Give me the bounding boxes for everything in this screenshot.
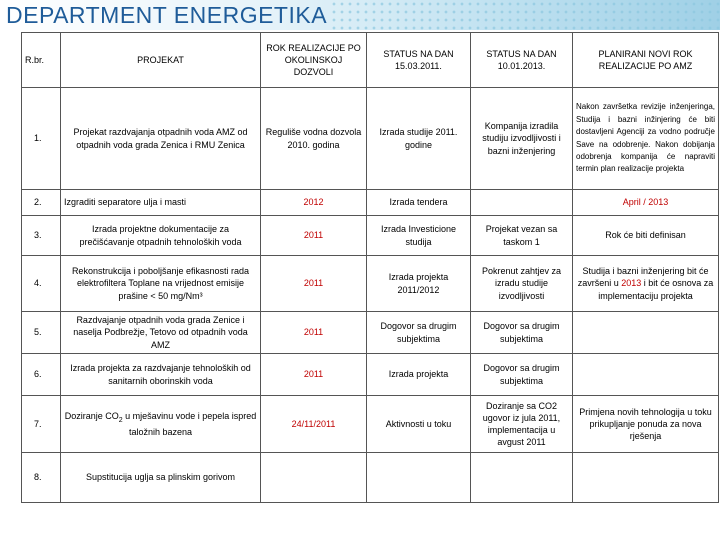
deadline-cell [261,453,367,503]
deadline-cell: 2012 [261,190,367,216]
header-dot-pattern [330,0,720,30]
header-rok: ROK REALIZACIJE PO OKOLINSKOJ DOZVOLI [261,33,367,88]
table-header-row [22,33,719,88]
deadline-cell: 2011 [261,216,367,256]
planned-cell [573,453,719,503]
planned-cell [573,256,719,312]
project-cell: Projekat razdvajanja otpadnih voda AMZ od otpadnih voda grada Zenica i RMU Zenica [61,88,261,190]
project-cell: Rekonstrukcija i poboljšanje efikasnosti rada elektrofiltera Toplane na vrijednost emisije prašine < 50 mg/Nm³ [61,256,261,312]
header-planirani: PLANIRANI NOVI ROK REALIZACIJE PO AMZ [573,33,719,88]
project-cell [61,396,261,453]
status-2011-cell: Izrada Investicione studija [367,216,471,256]
planned-cell: April / 2013 [573,190,719,216]
header-rbr: R.br. [22,33,61,88]
status-2011-cell: Izrada projekta 2011/2012 [367,256,471,312]
table-row [22,312,719,354]
status-2013-cell: Doziranje sa CO2 ugovor iz jula 2011, implementacija u avgust 2011 [471,396,573,453]
row-number: 3. [22,216,61,256]
status-2013-cell [471,453,573,503]
planned-year: 2013 [621,278,642,289]
table-row [22,256,719,312]
project-text-subscript: 2 [118,417,123,425]
deadline-cell: 2011 [261,312,367,354]
page-title: DEPARTMENT ENERGETIKA [6,2,328,28]
planned-cell [573,354,719,396]
project-text-post: u mješavinu vode i pepela ispred taložnih bazena [122,411,257,437]
project-text-pre: Doziranje CO [64,411,119,422]
planned-text-post: i bit će osnova za implementaciju projekta [598,278,714,301]
planned-cell: Nakon završetka revizije inženjeringa, Studija i bazni inžinjering će biti dostavljeni Agenciji za vodno područje Save na odobrenje. Nakon dobijanja odobrenja kompanija će napraviti termin plan realizacije projekta [573,88,719,190]
status-2013-cell: Dogovor sa drugim subjektima [471,354,573,396]
deadline-cell: Reguliše vodna dozvola 2010. godina [261,88,367,190]
planned-text-pre: Studija i bazni inženjering bit će završeni u [577,266,709,289]
project-cell: Supstitucija uglja sa plinskim gorivom [61,453,261,503]
table-row [22,354,719,396]
status-2013-cell: Dogovor sa drugim subjektima [471,312,573,354]
status-2011-cell: Aktivnosti u toku [367,396,471,453]
status-2011-cell: Izrada tendera [367,190,471,216]
row-number: 4. [22,256,61,312]
row-number: 7. [22,396,61,453]
planned-cell: Primjena novih tehnologija u toku prikupljanje ponuda za nova rješenja [573,396,719,453]
project-cell: Razdvajanje otpadnih voda grada Zenice i naselja Podbrežje, Tetovo od otpadnih voda AMZ [61,312,261,354]
status-2011-cell: Dogovor sa drugim subjektima [367,312,471,354]
table-row [22,396,719,453]
row-number: 1. [22,88,61,190]
deadline-cell: 2011 [261,354,367,396]
table-row [22,190,719,216]
table-row [22,216,719,256]
deadline-cell: 24/11/2011 [261,396,367,453]
status-2011-cell [367,453,471,503]
status-2013-cell: Pokrenut zahtjev za izradu studije izvodljivosti [471,256,573,312]
project-cell: Izrada projektne dokumentacije za prečišćavanje otpadnih tehnoloških voda [61,216,261,256]
status-2013-cell: Projekat vezan sa taskom 1 [471,216,573,256]
status-2013-cell: Kompanija izradila studiju izvodljivosti i bazni inženjering [471,88,573,190]
projects-table [21,32,719,503]
planned-cell [573,312,719,354]
row-number: 6. [22,354,61,396]
project-cell: Izrada projekta za razdvajanje tehnoloških od sanitarnih oborinskih voda [61,354,261,396]
status-2011-cell: Izrada studije 2011. godine [367,88,471,190]
header-projekat: PROJEKAT [61,33,261,88]
table-row [22,88,719,190]
header-status-2013: STATUS NA DAN 10.01.2013. [471,33,573,88]
project-cell: Izgraditi separatore ulja i masti [61,190,261,216]
row-number: 8. [22,453,61,503]
status-2013-cell [471,190,573,216]
status-2011-cell: Izrada projekta [367,354,471,396]
header-status-2011: STATUS NA DAN 15.03.2011. [367,33,471,88]
table-row [22,453,719,503]
row-number: 2. [22,190,61,216]
planned-cell: Rok će biti definisan [573,216,719,256]
deadline-cell: 2011 [261,256,367,312]
row-number: 5. [22,312,61,354]
